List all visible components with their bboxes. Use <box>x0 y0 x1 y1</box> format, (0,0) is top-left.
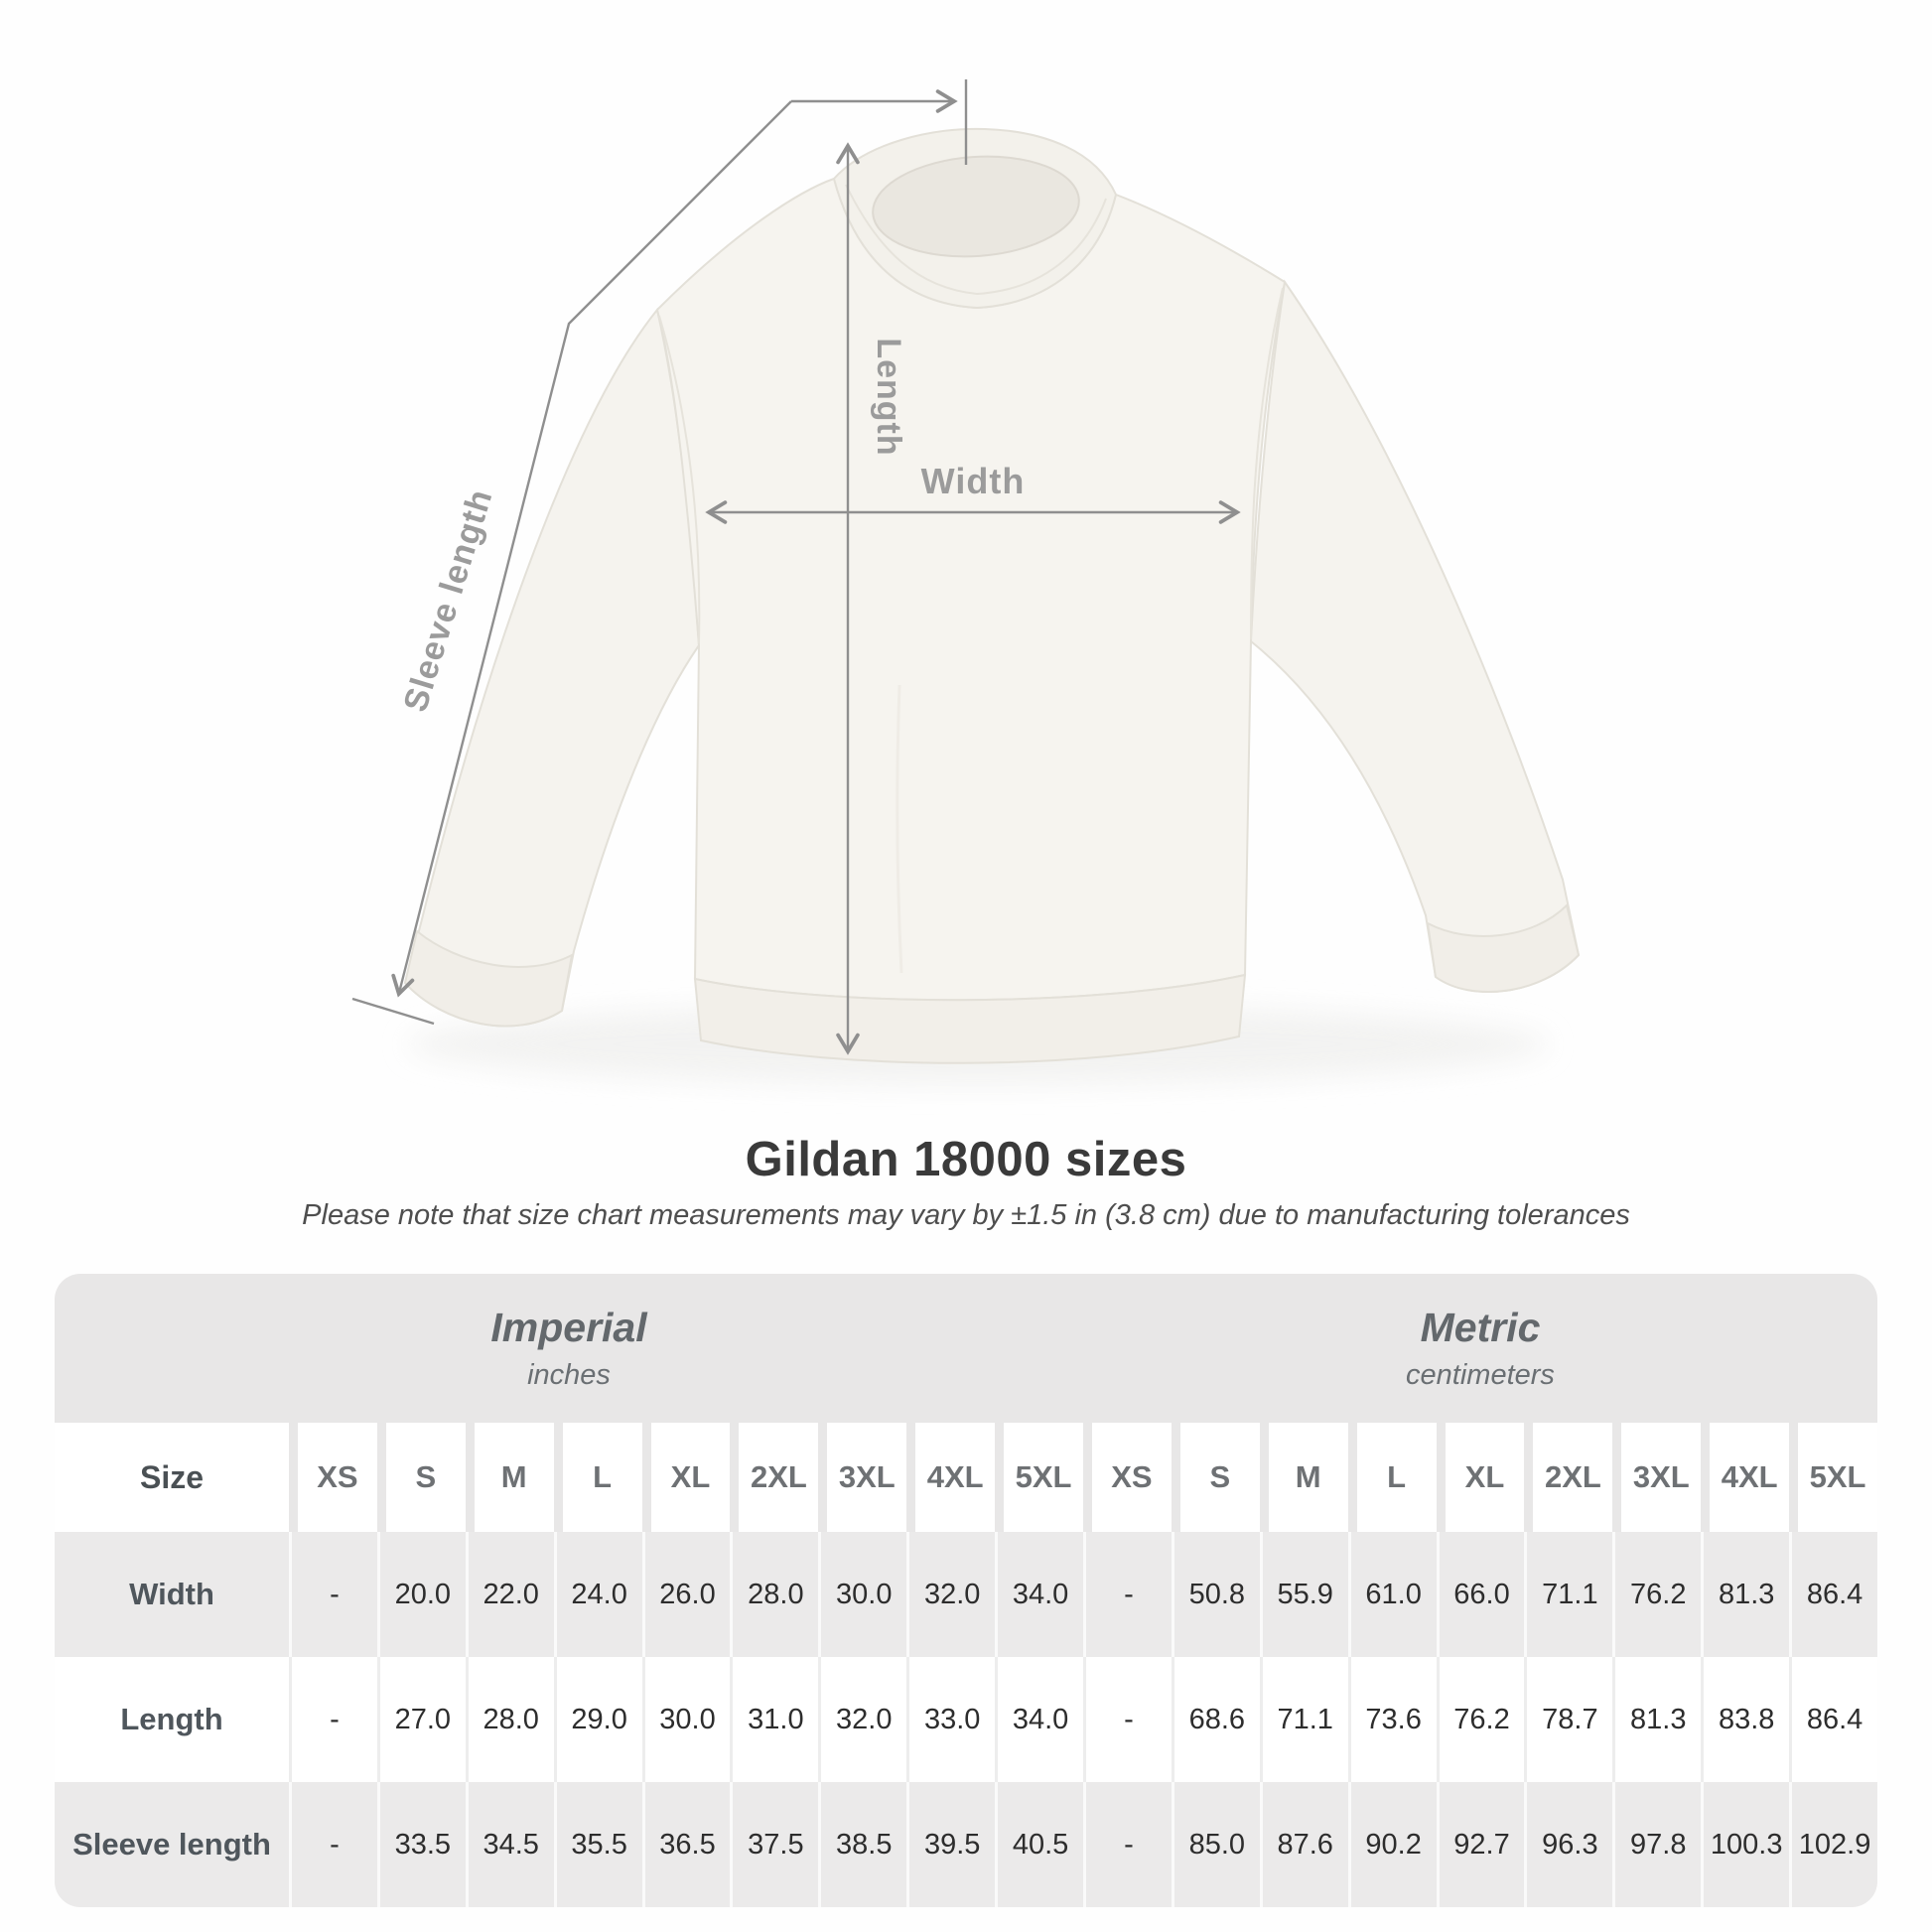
table-cell: 71.1 <box>1524 1532 1612 1657</box>
table-cell: 97.8 <box>1612 1782 1701 1907</box>
table-cell: 29.0 <box>554 1657 642 1782</box>
size-col-header: XL <box>642 1423 731 1532</box>
table-cell: 85.0 <box>1172 1782 1260 1907</box>
table-cell: 83.8 <box>1701 1657 1789 1782</box>
table-cell: 31.0 <box>730 1657 818 1782</box>
length-label: Length <box>870 338 907 457</box>
size-col-header: 5XL <box>995 1423 1083 1532</box>
table-cell: - <box>289 1782 377 1907</box>
size-col-header: XS <box>1083 1423 1172 1532</box>
table-cell: 66.0 <box>1437 1532 1525 1657</box>
tolerance-note: Please note that size chart measurements may vary by ±1.5 in (3.8 cm) due to manufacturing tolerances <box>302 1199 1630 1231</box>
table-cell: 78.7 <box>1524 1657 1612 1782</box>
sleeve-cuff-tick <box>352 999 434 1024</box>
table-cell: - <box>289 1657 377 1782</box>
table-cell: 37.5 <box>730 1782 818 1907</box>
table-cell: 33.0 <box>906 1657 995 1782</box>
imperial-band <box>55 1274 1083 1423</box>
size-col-header: S <box>377 1423 466 1532</box>
sweatshirt-illustration <box>405 129 1579 1084</box>
table-cell: 22.0 <box>466 1532 554 1657</box>
size-column-header: Size <box>55 1423 289 1532</box>
table-cell: 32.0 <box>818 1657 906 1782</box>
metric-heading: Metric <box>1420 1305 1541 1350</box>
imperial-heading: Imperial <box>490 1305 647 1350</box>
table-cell: 24.0 <box>554 1532 642 1657</box>
table-row-sleeve-length <box>55 1782 1877 1907</box>
table-cell: 55.9 <box>1260 1532 1348 1657</box>
table-cell: 100.3 <box>1701 1782 1789 1907</box>
page-title: Gildan 18000 sizes <box>745 1133 1187 1186</box>
table-cell: - <box>1083 1782 1172 1907</box>
sleeve-length-label: Sleeve length <box>396 484 500 717</box>
size-col-header: M <box>1260 1423 1348 1532</box>
size-col-header: S <box>1172 1423 1260 1532</box>
size-col-header: XS <box>289 1423 377 1532</box>
table-cell: 35.5 <box>554 1782 642 1907</box>
size-col-header: L <box>554 1423 642 1532</box>
table-cell: 76.2 <box>1437 1657 1525 1782</box>
table-cell: 96.3 <box>1524 1782 1612 1907</box>
row-label: Width <box>129 1577 214 1611</box>
table-cell: 34.0 <box>995 1532 1083 1657</box>
table-cell: 33.5 <box>377 1782 466 1907</box>
table-cell: 30.0 <box>818 1532 906 1657</box>
table-cell: 27.0 <box>377 1657 466 1782</box>
table-cell: 71.1 <box>1260 1657 1348 1782</box>
table-cell: 50.8 <box>1172 1532 1260 1657</box>
metric-band <box>1083 1274 1877 1423</box>
table-cell: 87.6 <box>1260 1782 1348 1907</box>
table-row-length <box>55 1657 1877 1782</box>
size-col-header: 3XL <box>1612 1423 1701 1532</box>
table-cell: - <box>1083 1657 1172 1782</box>
left-sleeve <box>405 310 699 1026</box>
row-label: Sleeve length <box>72 1827 271 1862</box>
table-cell: 86.4 <box>1789 1657 1877 1782</box>
table-cell: 81.3 <box>1701 1532 1789 1657</box>
table-cell: 38.5 <box>818 1782 906 1907</box>
table-row-width <box>55 1532 1877 1657</box>
table-cell: 28.0 <box>730 1532 818 1657</box>
table-cell: 40.5 <box>995 1782 1083 1907</box>
size-col-header: 2XL <box>730 1423 818 1532</box>
table-cell: 26.0 <box>642 1532 731 1657</box>
table-cell: 20.0 <box>377 1532 466 1657</box>
table-cell: 36.5 <box>642 1782 731 1907</box>
table-cell: 90.2 <box>1348 1782 1437 1907</box>
table-cell: 68.6 <box>1172 1657 1260 1782</box>
size-col-header: M <box>466 1423 554 1532</box>
right-sleeve <box>1251 282 1579 992</box>
table-cell: 76.2 <box>1612 1532 1701 1657</box>
table-cell: 28.0 <box>466 1657 554 1782</box>
table-cell: 32.0 <box>906 1532 995 1657</box>
table-cell: - <box>289 1532 377 1657</box>
table-cell: 39.5 <box>906 1782 995 1907</box>
table-cell: - <box>1083 1532 1172 1657</box>
size-header-row <box>55 1423 1877 1532</box>
size-col-header: 4XL <box>1701 1423 1789 1532</box>
table-cell: 34.0 <box>995 1657 1083 1782</box>
table-cell: 81.3 <box>1612 1657 1701 1782</box>
table-cell: 92.7 <box>1437 1782 1525 1907</box>
metric-unit: centimeters <box>1406 1359 1555 1391</box>
size-col-header: 2XL <box>1524 1423 1612 1532</box>
width-label: Width <box>920 461 1026 501</box>
size-col-header: 4XL <box>906 1423 995 1532</box>
size-col-header: 5XL <box>1789 1423 1877 1532</box>
row-label: Length <box>120 1702 223 1736</box>
size-table <box>55 1274 1877 1907</box>
imperial-unit: inches <box>527 1359 611 1391</box>
table-cell: 102.9 <box>1789 1782 1877 1907</box>
unit-band <box>55 1274 1877 1423</box>
size-col-header: XL <box>1437 1423 1525 1532</box>
size-col-header: L <box>1348 1423 1437 1532</box>
table-cell: 61.0 <box>1348 1532 1437 1657</box>
table-cell: 34.5 <box>466 1782 554 1907</box>
table-cell: 86.4 <box>1789 1532 1877 1657</box>
table-cell: 73.6 <box>1348 1657 1437 1782</box>
table-cell: 30.0 <box>642 1657 731 1782</box>
size-col-header: 3XL <box>818 1423 906 1532</box>
